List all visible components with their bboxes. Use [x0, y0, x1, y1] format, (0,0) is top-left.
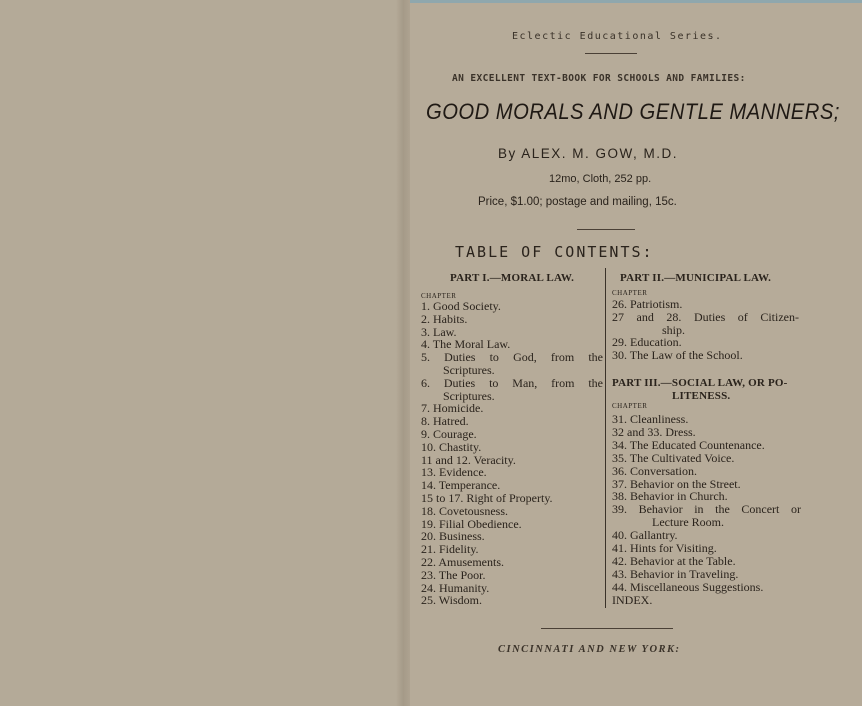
toc-entry: Scriptures. — [443, 388, 495, 403]
left-page-blank — [0, 0, 400, 706]
toc-entry: 8. Hatred. — [421, 414, 469, 429]
toc-entry: 10. Chastity. — [421, 439, 482, 454]
toc-entry: 36. Conversation. — [612, 463, 697, 478]
toc-entry: 42. Behavior at the Table. — [612, 553, 736, 568]
toc-entry: 39. Behavior in the Concert or — [612, 502, 801, 517]
page-edge-strip — [410, 0, 862, 3]
toc-entry: 4. The Moral Law. — [421, 337, 511, 352]
toc-entry: 23. The Poor. — [421, 567, 486, 582]
book-author: By ALEX. M. GOW, M.D. — [498, 146, 679, 161]
toc-entry: 3. Law. — [421, 324, 457, 339]
divider-rule — [541, 628, 673, 629]
toc-entry: 14. Temperance. — [421, 478, 501, 493]
toc-entry: 29. Education. — [612, 335, 682, 350]
toc-entry: Scriptures. — [443, 363, 495, 377]
part3-title-line1: PART III.—SOCIAL LAW, OR PO- — [612, 377, 788, 389]
divider-rule — [577, 229, 635, 230]
toc-entry: 30. The Law of the School. — [612, 348, 743, 363]
toc-entry: 21. Fidelity. — [421, 542, 479, 557]
publisher-place: CINCINNATI AND NEW YORK: — [498, 644, 681, 655]
toc-entry: 44. Miscellaneous Suggestions. — [612, 579, 764, 594]
toc-entry: 34. The Educated Countenance. — [612, 437, 765, 452]
divider-rule — [585, 53, 637, 54]
toc-entry: 35. The Cultivated Voice. — [612, 450, 735, 465]
book-price: Price, $1.00; postage and mailing, 15c. — [478, 196, 677, 208]
toc-entry: 9. Courage. — [421, 427, 477, 441]
toc-entry: 13. Evidence. — [421, 465, 487, 480]
part1-title: PART I.—MORAL LAW. — [450, 272, 575, 284]
toc-entry: 2. Habits. — [421, 311, 468, 326]
toc-entry: Lecture Room. — [652, 515, 724, 530]
toc-entry: 41. Hints for Visiting. — [612, 541, 717, 555]
toc-entry: ship. — [662, 322, 686, 337]
book-binding: 12mo, Cloth, 252 pp. — [549, 173, 652, 185]
toc-entry: 26. Patriotism. — [612, 297, 683, 311]
series-header: Eclectic Educational Series. — [512, 31, 723, 42]
toc-entry: 31. Cleanliness. — [612, 412, 689, 426]
toc-entry: 11 and 12. Veracity. — [421, 452, 516, 467]
toc-entry: 15 to 17. Right of Property. — [421, 491, 553, 505]
column-divider — [605, 268, 606, 608]
toc-entry: 38. Behavior in Church. — [612, 489, 728, 504]
part3-title-line2: LITENESS. — [672, 390, 731, 402]
advert-subtitle: AN EXCELLENT TEXT-BOOK FOR SCHOOLS AND FAMILIES: — [452, 73, 746, 84]
toc-entry: INDEX. — [612, 592, 653, 607]
book-title: GOOD MORALS AND GENTLE MANNERS; — [426, 99, 840, 124]
toc-entry: 25. Wisdom. — [421, 593, 482, 608]
toc-entry: 22. Amusements. — [421, 555, 504, 569]
toc-entry: 19. Filial Obedience. — [421, 516, 522, 531]
toc-entry: 43. Behavior in Traveling. — [612, 566, 739, 581]
toc-entry: 7. Homicide. — [421, 401, 484, 416]
part1-chapter-label: CHAPTER — [421, 292, 457, 300]
toc-entry: 6. Duties to Man, from the — [421, 375, 603, 390]
toc-entry: 20. Business. — [421, 529, 485, 544]
toc-heading: TABLE OF CONTENTS: — [455, 243, 654, 261]
part3-chapter-label: CHAPTER — [612, 402, 648, 410]
toc-entry: 24. Humanity. — [421, 580, 490, 595]
toc-entry: 27 and 28. Duties of Citizen- — [612, 309, 799, 324]
part2-chapter-label: CHAPTER — [612, 289, 648, 297]
toc-entry: 37. Behavior on the Street. — [612, 476, 741, 491]
part2-title: PART II.—MUNICIPAL LAW. — [620, 272, 772, 284]
toc-entry: 32 and 33. Dress. — [612, 424, 696, 439]
toc-entry: 40. Gallantry. — [612, 528, 678, 543]
toc-entry: 5. Duties to God, from the — [421, 350, 603, 365]
toc-entry: 18. Covetousness. — [421, 503, 508, 518]
toc-entry: 1. Good Society. — [421, 299, 501, 313]
